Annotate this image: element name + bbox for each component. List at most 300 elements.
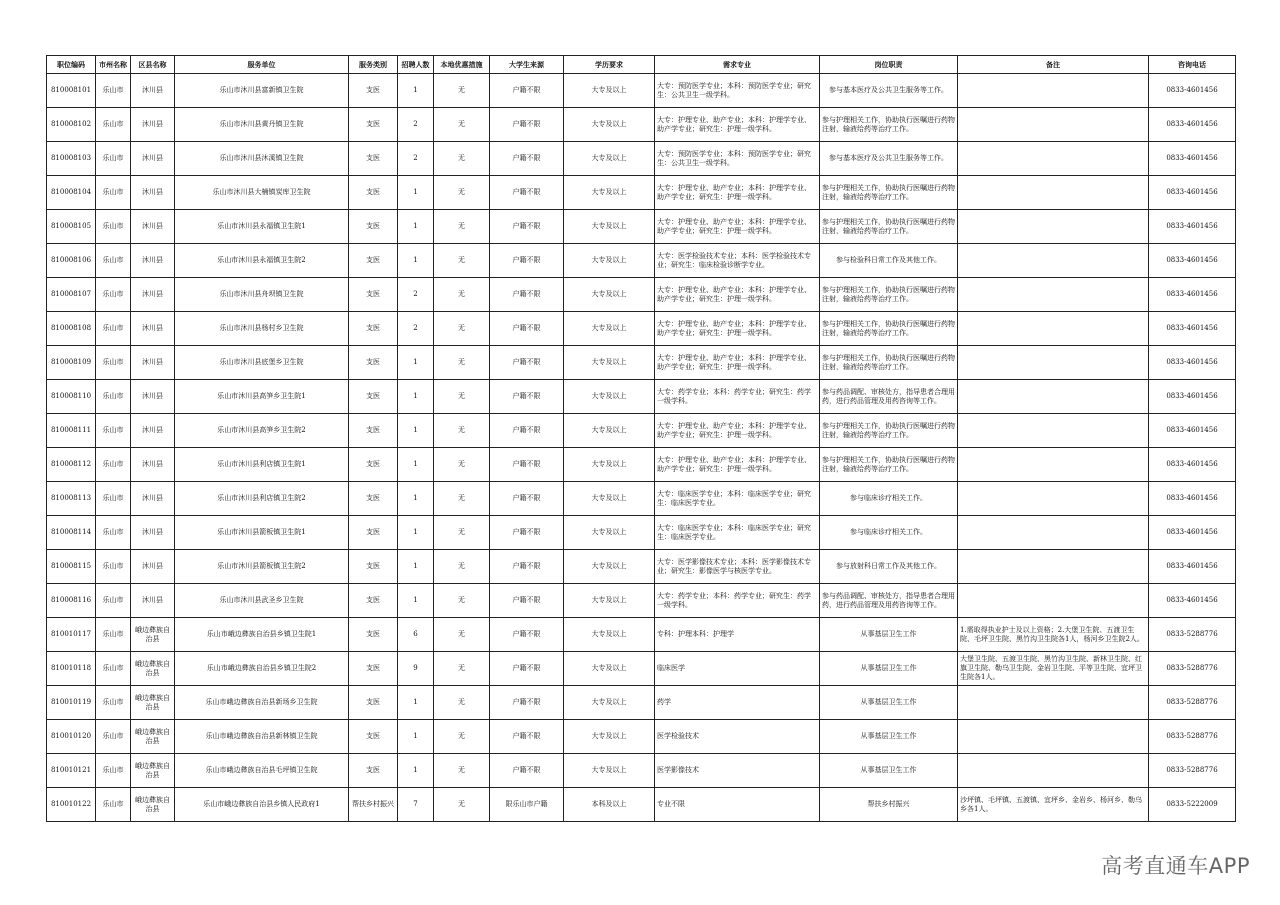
cell-county: 沐川县 <box>131 448 175 482</box>
table-row <box>47 380 1236 414</box>
cell-student-source: 户籍不限 <box>490 448 564 482</box>
cell-service-type: 支医 <box>349 380 398 414</box>
cell-service-unit: 乐山市沐川县舟坝镇卫生院 <box>175 278 349 312</box>
cell-service-type: 支医 <box>349 584 398 618</box>
header-service-type: 服务类别 <box>349 56 398 74</box>
cell-county: 沐川县 <box>131 108 175 142</box>
cell-service-unit: 乐山市沐川县沐溪镇卫生院 <box>175 142 349 176</box>
cell-city: 乐山市 <box>96 516 131 550</box>
cell-education: 大专及以上 <box>564 754 655 788</box>
cell-service-unit: 乐山市沐川县高笋乡卫生院1 <box>175 380 349 414</box>
cell-remarks <box>958 346 1149 380</box>
table-row <box>47 652 1236 686</box>
cell-city: 乐山市 <box>96 142 131 176</box>
cell-student-source: 户籍不限 <box>490 516 564 550</box>
cell-service-type: 支医 <box>349 618 398 652</box>
cell-local-benefit: 无 <box>434 754 490 788</box>
cell-duties: 参与放射科日常工作及其他工作。 <box>820 550 958 584</box>
cell-phone: 0833-4601456 <box>1149 74 1236 108</box>
cell-education: 大专及以上 <box>564 652 655 686</box>
cell-phone: 0833-4601456 <box>1149 380 1236 414</box>
header-phone: 咨询电话 <box>1149 56 1236 74</box>
cell-duties: 参与临床诊疗相关工作。 <box>820 482 958 516</box>
cell-service-unit: 乐山市沐川县底堡乡卫生院 <box>175 346 349 380</box>
cell-position-code: 810008116 <box>47 584 96 618</box>
cell-headcount: 7 <box>398 788 434 822</box>
cell-local-benefit: 无 <box>434 448 490 482</box>
cell-headcount: 1 <box>398 550 434 584</box>
cell-student-source: 户籍不限 <box>490 652 564 686</box>
cell-local-benefit: 无 <box>434 380 490 414</box>
cell-local-benefit: 无 <box>434 108 490 142</box>
cell-education: 大专及以上 <box>564 312 655 346</box>
cell-county: 峨边彝族自治县 <box>131 618 175 652</box>
header-county: 区县名称 <box>131 56 175 74</box>
cell-education: 本科及以上 <box>564 788 655 822</box>
recruitment-table <box>46 55 1236 822</box>
cell-local-benefit: 无 <box>434 278 490 312</box>
cell-phone: 0833-4601456 <box>1149 278 1236 312</box>
cell-position-code: 810008101 <box>47 74 96 108</box>
cell-phone: 0833-4601456 <box>1149 550 1236 584</box>
cell-student-source: 户籍不限 <box>490 74 564 108</box>
cell-duties: 参与药品调配、审核处方，指导患者合理用药，进行药品管理及用药咨询等工作。 <box>820 380 958 414</box>
cell-phone: 0833-4601456 <box>1149 448 1236 482</box>
cell-service-type: 支医 <box>349 754 398 788</box>
cell-duties: 从事基层卫生工作 <box>820 652 958 686</box>
cell-major: 医学检验技术 <box>655 720 820 754</box>
cell-duties: 参与护理相关工作，协助执行医嘱进行药物注射，输液给药等治疗工作。 <box>820 278 958 312</box>
header-city: 市州名称 <box>96 56 131 74</box>
cell-phone: 0833-5288776 <box>1149 686 1236 720</box>
cell-city: 乐山市 <box>96 550 131 584</box>
cell-service-unit: 乐山市沐川县永福镇卫生院1 <box>175 210 349 244</box>
cell-service-unit: 乐山市沐川县黄丹镇卫生院 <box>175 108 349 142</box>
cell-city: 乐山市 <box>96 244 131 278</box>
cell-major: 专科：护理本科：护理学 <box>655 618 820 652</box>
cell-headcount: 1 <box>398 176 434 210</box>
table-row <box>47 108 1236 142</box>
table-row <box>47 482 1236 516</box>
cell-county: 峨边彝族自治县 <box>131 788 175 822</box>
cell-service-type: 支医 <box>349 278 398 312</box>
cell-city: 乐山市 <box>96 754 131 788</box>
cell-headcount: 1 <box>398 516 434 550</box>
cell-education: 大专及以上 <box>564 720 655 754</box>
table-body <box>47 74 1236 822</box>
cell-student-source: 户籍不限 <box>490 312 564 346</box>
cell-student-source: 户籍不限 <box>490 210 564 244</box>
cell-education: 大专及以上 <box>564 346 655 380</box>
cell-duties: 参与临床诊疗相关工作。 <box>820 516 958 550</box>
cell-remarks <box>958 380 1149 414</box>
header-major: 需求专业 <box>655 56 820 74</box>
cell-city: 乐山市 <box>96 448 131 482</box>
cell-major: 大专：预防医学专业；本科：预防医学专业；研究生：公共卫生一级学科。 <box>655 74 820 108</box>
table-row <box>47 516 1236 550</box>
header-remarks: 备注 <box>958 56 1149 74</box>
cell-city: 乐山市 <box>96 278 131 312</box>
cell-student-source: 户籍不限 <box>490 754 564 788</box>
cell-phone: 0833-5288776 <box>1149 720 1236 754</box>
cell-service-unit: 乐山市沐川县利店镇卫生院2 <box>175 482 349 516</box>
cell-position-code: 810008109 <box>47 346 96 380</box>
cell-phone: 0833-4601456 <box>1149 142 1236 176</box>
cell-county: 沐川县 <box>131 584 175 618</box>
cell-headcount: 1 <box>398 244 434 278</box>
cell-service-type: 支医 <box>349 516 398 550</box>
table-row <box>47 788 1236 822</box>
cell-remarks <box>958 108 1149 142</box>
cell-remarks <box>958 550 1149 584</box>
cell-headcount: 2 <box>398 108 434 142</box>
cell-county: 峨边彝族自治县 <box>131 652 175 686</box>
cell-city: 乐山市 <box>96 618 131 652</box>
cell-position-code: 810010117 <box>47 618 96 652</box>
cell-major: 大专：护理专业、助产专业；本科：护理学专业、助产学专业；研究生：护理一级学科。 <box>655 176 820 210</box>
cell-remarks <box>958 584 1149 618</box>
cell-student-source: 户籍不限 <box>490 346 564 380</box>
cell-local-benefit: 无 <box>434 584 490 618</box>
cell-phone: 0833-4601456 <box>1149 482 1236 516</box>
cell-major: 大专：护理专业、助产专业；本科：护理学专业、助产学专业；研究生：护理一级学科。 <box>655 312 820 346</box>
cell-local-benefit: 无 <box>434 74 490 108</box>
cell-remarks: 沙坪镇、毛坪镇、五渡镇、宜坪乡、金岩乡、杨河乡、勒乌乡各1人。 <box>958 788 1149 822</box>
cell-service-type: 支医 <box>349 686 398 720</box>
cell-remarks: 1.需取得执业护士及以上资格；2.大堡卫生院、五渡卫生院、毛坪卫生院、黑竹沟卫生院各1人，杨河乡卫生院2人。 <box>958 618 1149 652</box>
cell-county: 峨边彝族自治县 <box>131 686 175 720</box>
cell-local-benefit: 无 <box>434 516 490 550</box>
cell-duties: 参与护理相关工作，协助执行医嘱进行药物注射，输液给药等治疗工作。 <box>820 312 958 346</box>
cell-education: 大专及以上 <box>564 414 655 448</box>
cell-service-type: 支医 <box>349 448 398 482</box>
watermark-text: 高考直通车APP <box>1101 854 1250 878</box>
cell-education: 大专及以上 <box>564 244 655 278</box>
cell-education: 大专及以上 <box>564 618 655 652</box>
cell-service-type: 支医 <box>349 482 398 516</box>
cell-phone: 0833-4601456 <box>1149 244 1236 278</box>
cell-position-code: 810008110 <box>47 380 96 414</box>
cell-position-code: 810010118 <box>47 652 96 686</box>
cell-duties: 参与护理相关工作，协助执行医嘱进行药物注射，输液给药等治疗工作。 <box>820 346 958 380</box>
header-position-code: 职位编码 <box>47 56 96 74</box>
cell-local-benefit: 无 <box>434 482 490 516</box>
cell-student-source: 户籍不限 <box>490 142 564 176</box>
cell-position-code: 810008107 <box>47 278 96 312</box>
cell-local-benefit: 无 <box>434 346 490 380</box>
table-row <box>47 414 1236 448</box>
cell-position-code: 810010120 <box>47 720 96 754</box>
cell-major: 大专：护理专业、助产专业；本科：护理学专业、助产学专业；研究生：护理一级学科。 <box>655 278 820 312</box>
cell-student-source: 户籍不限 <box>490 244 564 278</box>
cell-service-type: 支医 <box>349 414 398 448</box>
cell-student-source: 户籍不限 <box>490 108 564 142</box>
cell-service-unit: 乐山市峨边彝族自治县乡镇人民政府1 <box>175 788 349 822</box>
cell-position-code: 810008105 <box>47 210 96 244</box>
cell-education: 大专及以上 <box>564 210 655 244</box>
cell-major: 专业不限 <box>655 788 820 822</box>
cell-major: 大专：临床医学专业；本科：临床医学专业；研究生：临床医学专业。 <box>655 482 820 516</box>
cell-service-unit: 乐山市沐川县富新镇卫生院 <box>175 74 349 108</box>
cell-county: 沐川县 <box>131 482 175 516</box>
cell-city: 乐山市 <box>96 788 131 822</box>
cell-education: 大专及以上 <box>564 550 655 584</box>
table-row <box>47 74 1236 108</box>
table-row <box>47 720 1236 754</box>
cell-service-type: 支医 <box>349 550 398 584</box>
cell-position-code: 810010119 <box>47 686 96 720</box>
header-education: 学历要求 <box>564 56 655 74</box>
cell-headcount: 1 <box>398 210 434 244</box>
cell-remarks <box>958 482 1149 516</box>
cell-headcount: 2 <box>398 312 434 346</box>
cell-city: 乐山市 <box>96 108 131 142</box>
table-row <box>47 312 1236 346</box>
cell-service-unit: 乐山市沐川县箭板镇卫生院2 <box>175 550 349 584</box>
cell-local-benefit: 无 <box>434 686 490 720</box>
cell-headcount: 1 <box>398 74 434 108</box>
cell-headcount: 1 <box>398 346 434 380</box>
cell-remarks <box>958 142 1149 176</box>
cell-remarks <box>958 278 1149 312</box>
cell-major: 医学影像技术 <box>655 754 820 788</box>
cell-position-code: 810010122 <box>47 788 96 822</box>
table-row <box>47 618 1236 652</box>
cell-education: 大专及以上 <box>564 278 655 312</box>
cell-service-type: 支医 <box>349 346 398 380</box>
cell-student-source: 户籍不限 <box>490 584 564 618</box>
cell-phone: 0833-5288776 <box>1149 652 1236 686</box>
cell-service-unit: 乐山市沐川县高笋乡卫生院2 <box>175 414 349 448</box>
cell-duties: 从事基层卫生工作 <box>820 618 958 652</box>
cell-city: 乐山市 <box>96 74 131 108</box>
cell-service-type: 帮扶乡村振兴 <box>349 788 398 822</box>
cell-position-code: 810008102 <box>47 108 96 142</box>
cell-city: 乐山市 <box>96 720 131 754</box>
table-row <box>47 346 1236 380</box>
cell-local-benefit: 无 <box>434 550 490 584</box>
cell-city: 乐山市 <box>96 652 131 686</box>
cell-phone: 0833-5222009 <box>1149 788 1236 822</box>
cell-local-benefit: 无 <box>434 142 490 176</box>
header-duties: 岗位职责 <box>820 56 958 74</box>
cell-major: 临床医学 <box>655 652 820 686</box>
cell-headcount: 1 <box>398 754 434 788</box>
cell-county: 沐川县 <box>131 414 175 448</box>
cell-service-type: 支医 <box>349 74 398 108</box>
cell-headcount: 2 <box>398 278 434 312</box>
header-student-source: 大学生来源 <box>490 56 564 74</box>
cell-remarks <box>958 720 1149 754</box>
cell-duties: 从事基层卫生工作 <box>820 720 958 754</box>
cell-service-type: 支医 <box>349 312 398 346</box>
cell-duties: 从事基层卫生工作 <box>820 754 958 788</box>
cell-remarks <box>958 312 1149 346</box>
cell-county: 沐川县 <box>131 244 175 278</box>
cell-duties: 帮扶乡村振兴 <box>820 788 958 822</box>
cell-major: 大专：临床医学专业；本科：临床医学专业；研究生：临床医学专业。 <box>655 516 820 550</box>
cell-county: 沐川县 <box>131 380 175 414</box>
cell-education: 大专及以上 <box>564 516 655 550</box>
cell-student-source: 户籍不限 <box>490 176 564 210</box>
cell-position-code: 810008111 <box>47 414 96 448</box>
table-row <box>47 448 1236 482</box>
cell-headcount: 6 <box>398 618 434 652</box>
cell-education: 大专及以上 <box>564 380 655 414</box>
cell-remarks <box>958 74 1149 108</box>
cell-county: 沐川县 <box>131 176 175 210</box>
cell-student-source: 户籍不限 <box>490 550 564 584</box>
cell-position-code: 810008103 <box>47 142 96 176</box>
cell-position-code: 810008114 <box>47 516 96 550</box>
cell-city: 乐山市 <box>96 312 131 346</box>
cell-major: 大专：预防医学专业；本科：预防医学专业；研究生：公共卫生一级学科。 <box>655 142 820 176</box>
cell-service-unit: 乐山市峨边彝族自治县毛坪镇卫生院 <box>175 754 349 788</box>
cell-student-source: 户籍不限 <box>490 278 564 312</box>
cell-county: 沐川县 <box>131 550 175 584</box>
cell-local-benefit: 无 <box>434 788 490 822</box>
cell-county: 沐川县 <box>131 142 175 176</box>
cell-county: 峨边彝族自治县 <box>131 754 175 788</box>
cell-local-benefit: 无 <box>434 618 490 652</box>
cell-service-type: 支医 <box>349 142 398 176</box>
cell-county: 沐川县 <box>131 346 175 380</box>
header-local-benefit: 本地优惠措施 <box>434 56 490 74</box>
cell-phone: 0833-4601456 <box>1149 176 1236 210</box>
cell-headcount: 1 <box>398 720 434 754</box>
cell-county: 沐川县 <box>131 74 175 108</box>
cell-education: 大专及以上 <box>564 584 655 618</box>
cell-city: 乐山市 <box>96 346 131 380</box>
cell-service-unit: 乐山市峨边彝族自治县新林镇卫生院 <box>175 720 349 754</box>
cell-service-type: 支医 <box>349 720 398 754</box>
cell-position-code: 810008112 <box>47 448 96 482</box>
cell-position-code: 810010121 <box>47 754 96 788</box>
cell-education: 大专及以上 <box>564 482 655 516</box>
cell-service-unit: 乐山市沐川县大楠镇炭库卫生院 <box>175 176 349 210</box>
table-row <box>47 210 1236 244</box>
cell-remarks <box>958 448 1149 482</box>
cell-local-benefit: 无 <box>434 414 490 448</box>
cell-duties: 参与护理相关工作，协助执行医嘱进行药物注射，输液给药等治疗工作。 <box>820 448 958 482</box>
cell-service-unit: 乐山市峨边彝族自治县乡镇卫生院1 <box>175 618 349 652</box>
cell-duties: 参与基本医疗及公共卫生服务等工作。 <box>820 74 958 108</box>
cell-duties: 参与护理相关工作，协助执行医嘱进行药物注射，输液给药等治疗工作。 <box>820 414 958 448</box>
cell-remarks <box>958 754 1149 788</box>
cell-headcount: 1 <box>398 448 434 482</box>
cell-student-source: 户籍不限 <box>490 720 564 754</box>
cell-service-unit: 乐山市沐川县箭板镇卫生院1 <box>175 516 349 550</box>
cell-position-code: 810008106 <box>47 244 96 278</box>
cell-major: 药学 <box>655 686 820 720</box>
cell-remarks <box>958 176 1149 210</box>
cell-county: 沐川县 <box>131 210 175 244</box>
cell-city: 乐山市 <box>96 584 131 618</box>
cell-phone: 0833-4601456 <box>1149 108 1236 142</box>
cell-service-type: 支医 <box>349 210 398 244</box>
cell-service-unit: 乐山市沐川县杨村乡卫生院 <box>175 312 349 346</box>
cell-major: 大专：医学检验技术专业；本科：医学检验技术专业；研究生：临床检验诊断学专业。 <box>655 244 820 278</box>
cell-position-code: 810008104 <box>47 176 96 210</box>
cell-city: 乐山市 <box>96 380 131 414</box>
cell-service-type: 支医 <box>349 244 398 278</box>
cell-position-code: 810008108 <box>47 312 96 346</box>
cell-position-code: 810008115 <box>47 550 96 584</box>
cell-student-source: 户籍不限 <box>490 618 564 652</box>
cell-phone: 0833-4601456 <box>1149 346 1236 380</box>
cell-education: 大专及以上 <box>564 176 655 210</box>
cell-duties: 从事基层卫生工作 <box>820 686 958 720</box>
cell-remarks <box>958 244 1149 278</box>
cell-city: 乐山市 <box>96 210 131 244</box>
cell-local-benefit: 无 <box>434 652 490 686</box>
cell-major: 大专：护理专业、助产专业；本科：护理学专业、助产学专业；研究生：护理一级学科。 <box>655 210 820 244</box>
cell-headcount: 9 <box>398 652 434 686</box>
cell-city: 乐山市 <box>96 482 131 516</box>
cell-service-type: 支医 <box>349 108 398 142</box>
cell-education: 大专及以上 <box>564 74 655 108</box>
table-row <box>47 176 1236 210</box>
cell-service-type: 支医 <box>349 652 398 686</box>
cell-major: 大专：医学影像技术专业；本科：医学影像技术专业；研究生：影像医学与核医学专业。 <box>655 550 820 584</box>
cell-service-unit: 乐山市峨边彝族自治县新场乡卫生院 <box>175 686 349 720</box>
table-row <box>47 278 1236 312</box>
cell-education: 大专及以上 <box>564 686 655 720</box>
cell-local-benefit: 无 <box>434 244 490 278</box>
header-service-unit: 服务单位 <box>175 56 349 74</box>
cell-phone: 0833-4601456 <box>1149 516 1236 550</box>
cell-phone: 0833-5288776 <box>1149 754 1236 788</box>
cell-major: 大专：护理专业、助产专业；本科：护理学专业、助产学专业；研究生：护理一级学科。 <box>655 108 820 142</box>
cell-phone: 0833-4601456 <box>1149 414 1236 448</box>
cell-duties: 参与护理相关工作，协助执行医嘱进行药物注射，输液给药等治疗工作。 <box>820 108 958 142</box>
cell-phone: 0833-5288776 <box>1149 618 1236 652</box>
header-headcount: 招聘人数 <box>398 56 434 74</box>
table-header-row <box>47 56 1236 74</box>
cell-major: 大专：护理专业、助产专业；本科：护理学专业、助产学专业；研究生：护理一级学科。 <box>655 414 820 448</box>
cell-phone: 0833-4601456 <box>1149 210 1236 244</box>
cell-county: 峨边彝族自治县 <box>131 720 175 754</box>
cell-remarks <box>958 210 1149 244</box>
cell-county: 沐川县 <box>131 312 175 346</box>
cell-duties: 参与护理相关工作，协助执行医嘱进行药物注射，输液给药等治疗工作。 <box>820 176 958 210</box>
cell-duties: 参与护理相关工作，协助执行医嘱进行药物注射，输液给药等治疗工作。 <box>820 210 958 244</box>
cell-headcount: 1 <box>398 414 434 448</box>
table-row <box>47 584 1236 618</box>
cell-remarks <box>958 516 1149 550</box>
cell-county: 沐川县 <box>131 516 175 550</box>
cell-major: 大专：护理专业、助产专业；本科：护理学专业、助产学专业；研究生：护理一级学科。 <box>655 448 820 482</box>
cell-service-unit: 乐山市沐川县利店镇卫生院1 <box>175 448 349 482</box>
table-row <box>47 244 1236 278</box>
cell-remarks: 大堡卫生院、五渡卫生院、黑竹沟卫生院、新林卫生院、红旗卫生院、勒乌卫生院、金岩卫生院、平等卫生院、宜坪卫生院各1人。 <box>958 652 1149 686</box>
cell-student-source: 户籍不限 <box>490 414 564 448</box>
cell-headcount: 2 <box>398 142 434 176</box>
cell-headcount: 1 <box>398 482 434 516</box>
cell-city: 乐山市 <box>96 686 131 720</box>
cell-phone: 0833-4601456 <box>1149 584 1236 618</box>
cell-student-source: 限乐山市户籍 <box>490 788 564 822</box>
cell-city: 乐山市 <box>96 176 131 210</box>
table-row <box>47 550 1236 584</box>
cell-education: 大专及以上 <box>564 448 655 482</box>
table-row <box>47 686 1236 720</box>
cell-duties: 参与药品调配、审核处方，指导患者合理用药，进行药品管理及用药咨询等工作。 <box>820 584 958 618</box>
cell-student-source: 户籍不限 <box>490 686 564 720</box>
cell-service-unit: 乐山市沐川县武圣乡卫生院 <box>175 584 349 618</box>
cell-major: 大专：药学专业；本科：药学专业；研究生：药学一级学科。 <box>655 380 820 414</box>
cell-education: 大专及以上 <box>564 108 655 142</box>
